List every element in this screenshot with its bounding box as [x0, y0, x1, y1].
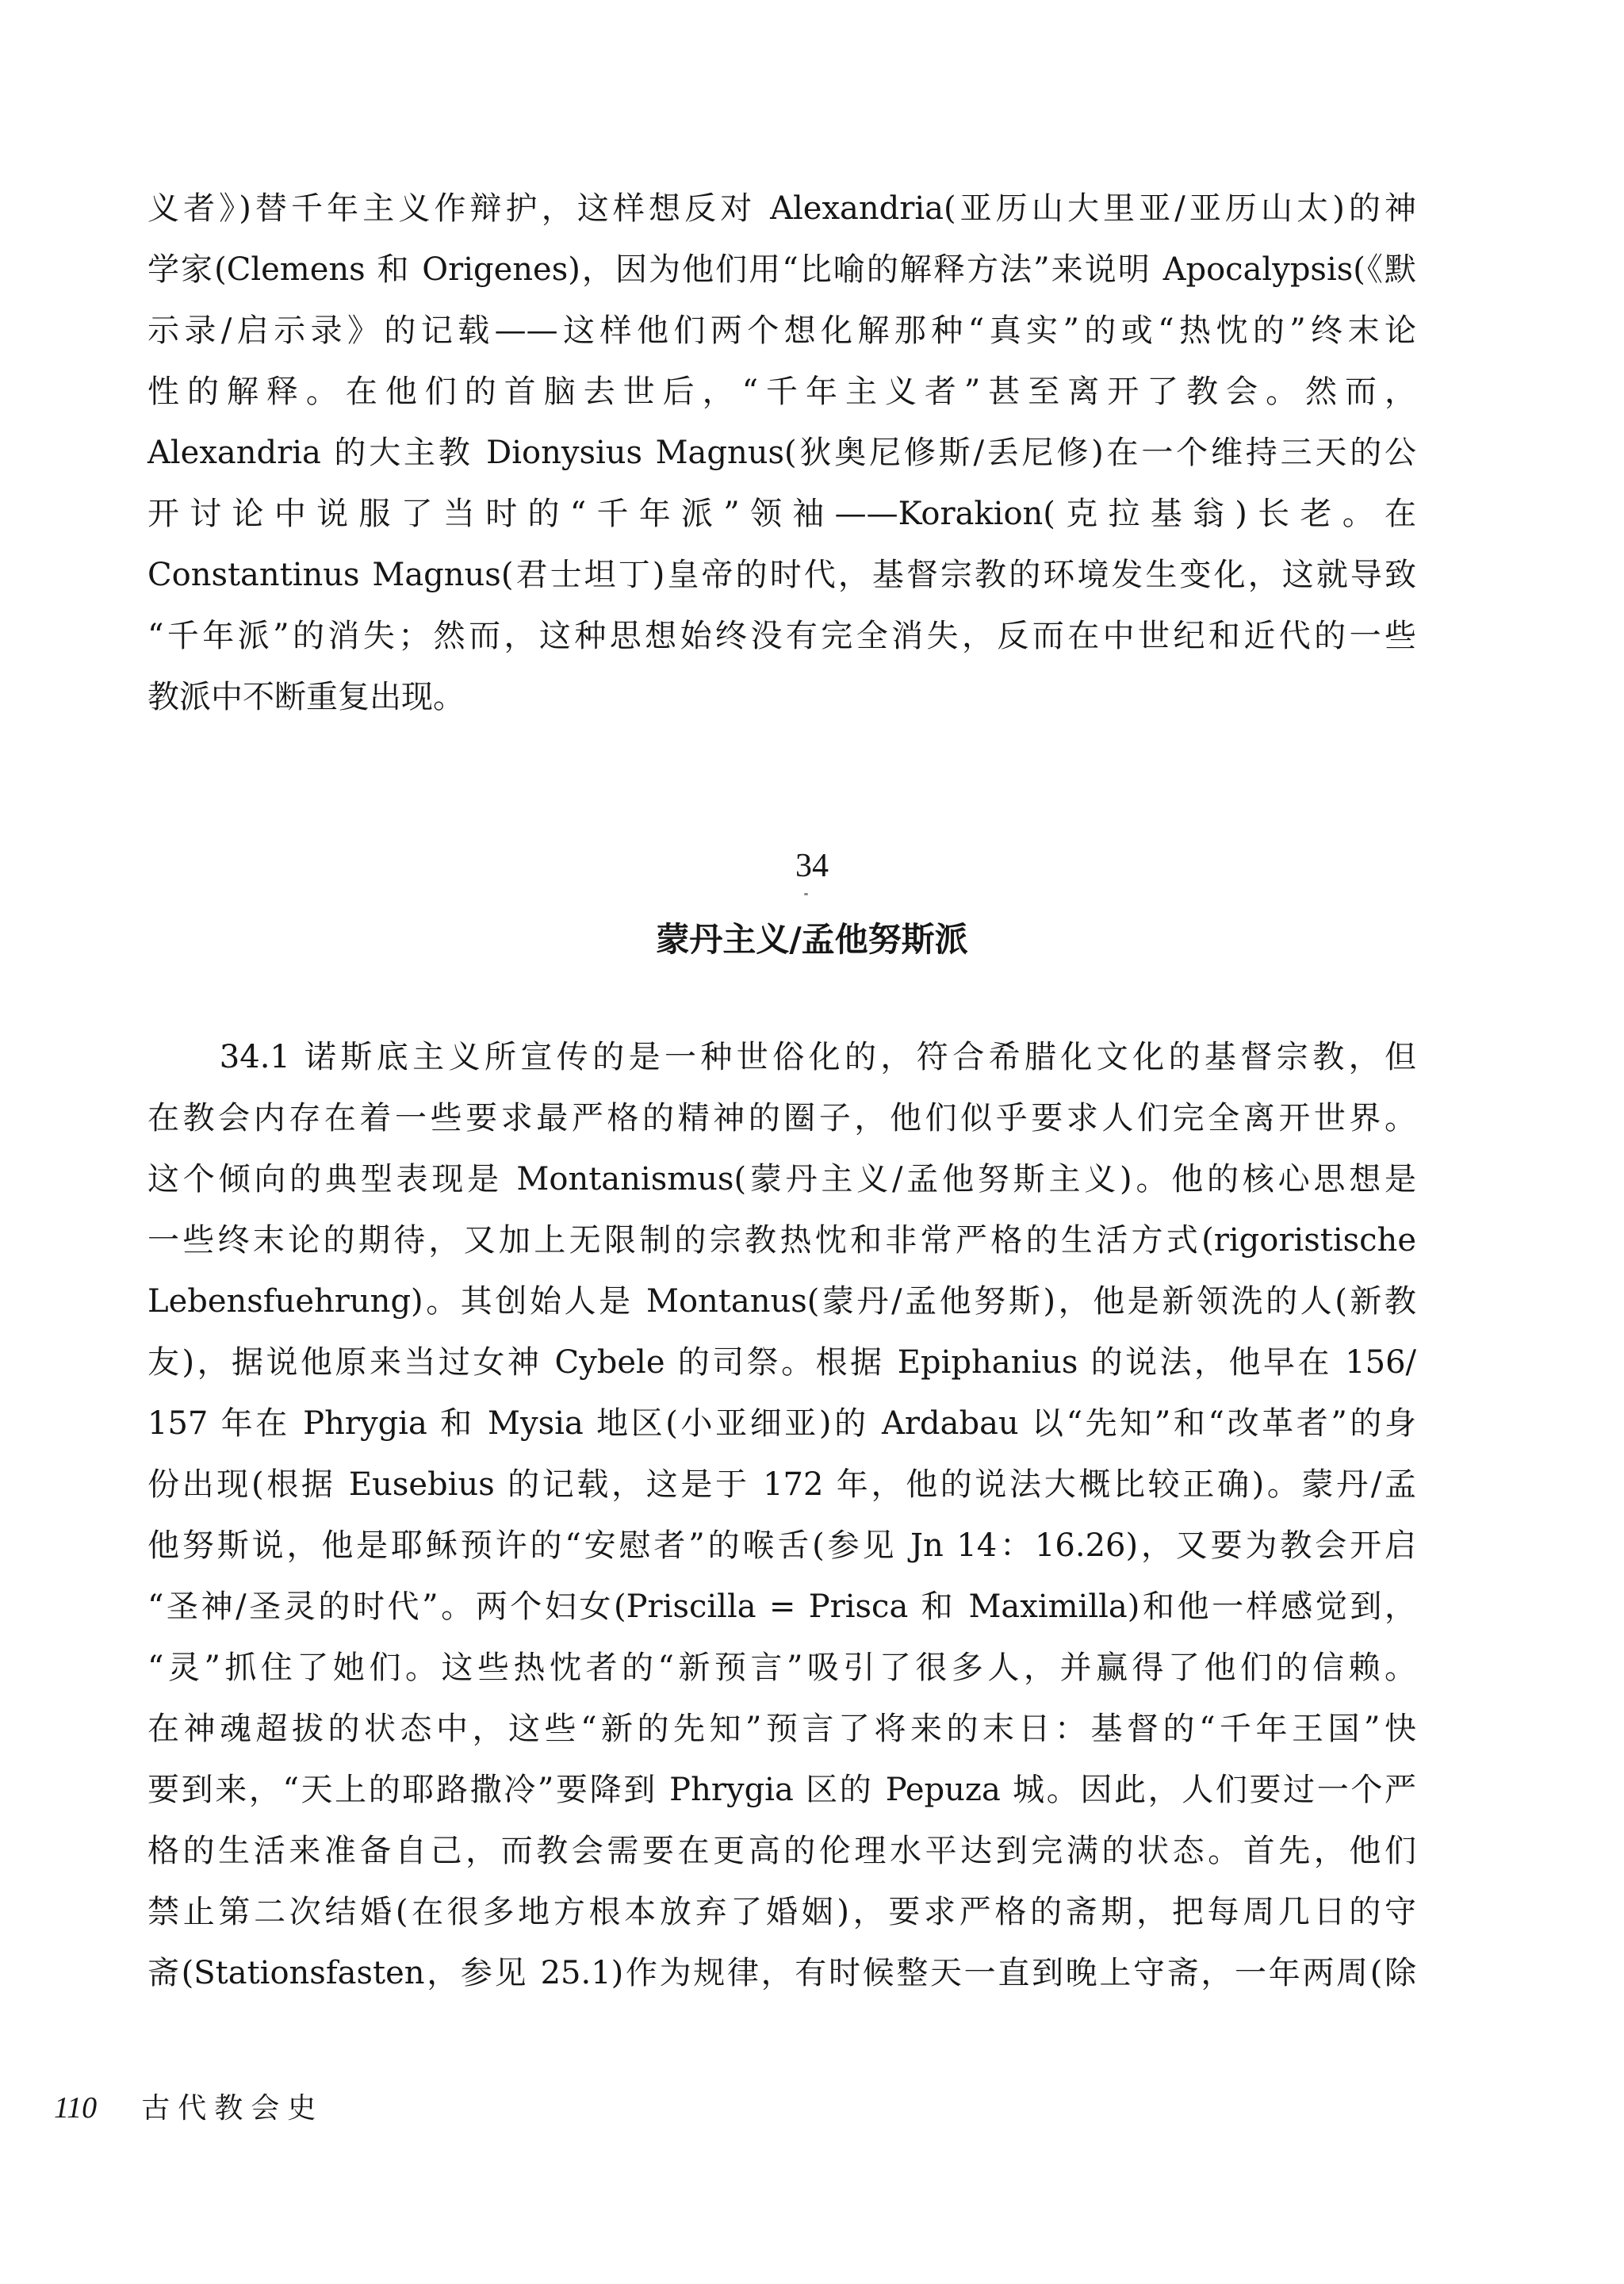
text-line: 开讨论中说服了当时的“千年派”领袖——Korakion(克拉基翁)长老。在	[147, 496, 1416, 532]
text-line: “灵”抓住了她们。这些热忱者的“新预言”吸引了很多人，并赢得了他们的信赖。	[147, 1650, 1416, 1686]
text-line: 性的解释。在他们的首脑去世后，“千年主义者”甚至离开了教会。然而，	[147, 374, 1416, 410]
text-line: 禁止第二次结婚(在很多地方根本放弃了婚姻)，要求严格的斋期，把每周几日的守	[147, 1894, 1416, 1930]
text-line: 格的生活来准备自己，而教会需要在更高的伦理水平达到完满的状态。首先，他们	[147, 1833, 1416, 1869]
text-line: 斋(Stationsfasten，参见 25.1)作为规律，有时候整天一直到晚上守斋，一年两周(除	[147, 1955, 1416, 1991]
text-line: 示录/启示录》的记载——这样他们两个想化解那种“真实”的或“热忱的”终末论	[147, 312, 1416, 349]
text-line: 这个倾向的典型表现是 Montanismus(蒙丹主义/孟他努斯主义)。他的核心思想是	[147, 1161, 1416, 1198]
text-line: 义者》)替千年主义作辩护，这样想反对 Alexandria(亚历山大里亚/亚历山太)的神	[147, 190, 1416, 227]
text-line: 34.1 诺斯底主义所宣传的是一种世俗化的，符合希腊化文化的基督宗教，但	[147, 1039, 1416, 1075]
text-line: 他努斯说，他是耶稣预许的“安慰者”的喉舌(参见 Jn 14：16.26)，又要为教会开启	[147, 1527, 1416, 1564]
text-line: “千年派”的消失；然而，这种思想始终没有完全消失，反而在中世纪和近代的一些	[147, 618, 1416, 654]
text-line: 在神魂超拔的状态中，这些“新的先知”预言了将来的末日：基督的“千年王国”快	[147, 1711, 1416, 1747]
text-line: 在教会内存在着一些要求最严格的精神的圈子，他们似乎要求人们完全离开世界。	[147, 1100, 1416, 1136]
page-footer	[54, 2086, 324, 2126]
chapter-number: 34	[795, 848, 829, 884]
chapter-title: 蒙丹主义/孟他努斯派	[656, 920, 968, 959]
running-title: 古代教会史	[141, 2092, 324, 2125]
text-line: 教派中不断重复出现。	[147, 679, 465, 715]
text-line: Constantinus Magnus(君士坦丁)皇帝的时代，基督宗教的环境发生变化，这就导致	[147, 557, 1416, 593]
top-paragraph	[147, 178, 1416, 728]
text-line: 一些终末论的期待，又加上无限制的宗教热忱和非常严格的生活方式(rigoristische	[147, 1222, 1416, 1259]
text-line: 份出现(根据 Eusebius 的记载，这是于 172 年，他的说法大概比较正确)。蒙丹/孟	[147, 1466, 1416, 1503]
text-line: Alexandria 的大主教 Dionysius Magnus(狄奥尼修斯/丢尼修)在一个维持三天的公	[147, 435, 1416, 471]
text-line: 友)，据说他原来当过女神 Cybele 的司祭。根据 Epiphanius 的说法，他早在 156/	[147, 1344, 1416, 1381]
text-line: 学家(Clemens 和 Origenes)，因为他们用“比喻的解释方法”来说明 Apocalypsis(《默	[147, 251, 1416, 288]
section-paragraph	[147, 1027, 1416, 2004]
page-number: 110	[54, 2091, 98, 2125]
text-line: Lebensfuehrung)。其创始人是 Montanus(蒙丹/孟他努斯)，他是新领洗的人(新教	[147, 1283, 1416, 1320]
text-line: 要到来，“天上的耶路撒冷”要降到 Phrygia 区的 Pepuza 城。因此，人们要过一个严	[147, 1772, 1416, 1808]
text-line: 157 年在 Phrygia 和 Mysia 地区(小亚细亚)的 Ardabau 以“先知”和“改革者”的身	[147, 1405, 1416, 1442]
text-line: “圣神/圣灵的时代”。两个妇女(Priscilla = Prisca 和 Maximilla)和他一样感觉到，	[147, 1588, 1416, 1625]
print-speck	[804, 893, 808, 895]
